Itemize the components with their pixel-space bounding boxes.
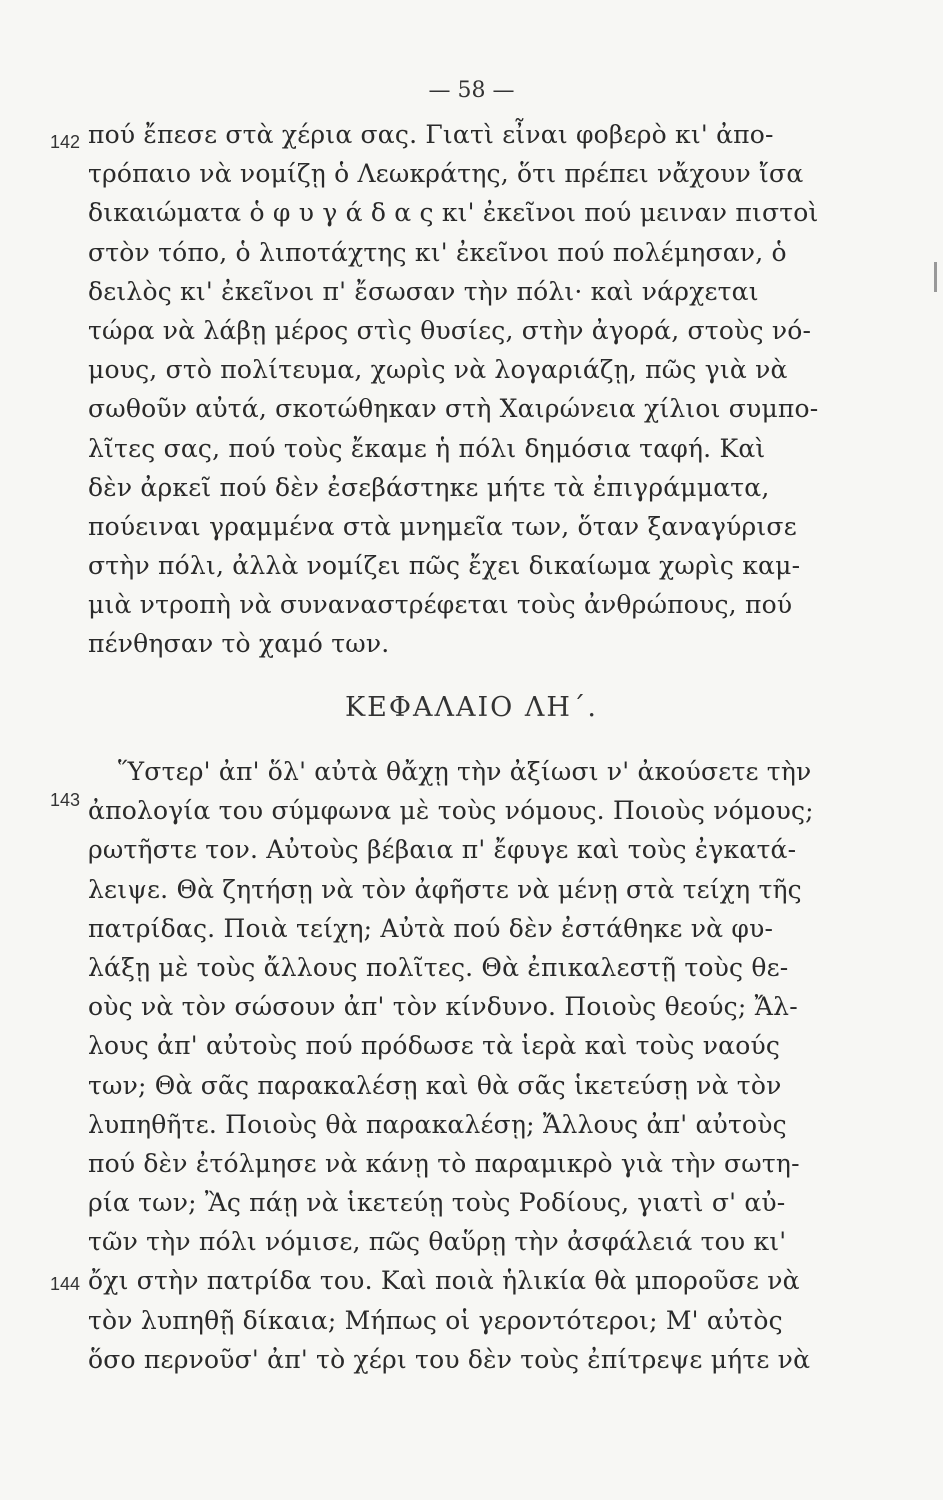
text-line: των; Θὰ σᾶς παρακαλέσῃ καὶ θὰ σᾶς ἱκετεύσῃ νὰ τὸν xyxy=(88,1070,782,1100)
text-line: λυπηθῆτε. Ποιοὺς θὰ παρακαλέσῃ; Ἄλλους ἀπ' αὐτοὺς xyxy=(88,1109,787,1139)
text-line: σωθοῦν αὐτά, σκοτώθηκαν στὴ Χαιρώνεια χίλιοι συμπο- xyxy=(88,394,819,424)
text-line: πούειναι γραμμένα στὰ μνημεῖα των, ὅταν ξαναγύρισε xyxy=(88,511,797,541)
text-line: οὺς νὰ τὸν σώσουν ἀπ' τὸν κίνδυνο. Ποιοὺς θεούς; Ἄλ- xyxy=(88,992,798,1022)
margin-section-number: 143 xyxy=(50,790,81,810)
section-143-text xyxy=(88,752,828,1379)
margin-section-number: 144 xyxy=(50,1274,81,1294)
text-line: τώρα νὰ λάβῃ μέρος στὶς θυσίες, στὴν ἀγορά, στοὺς νό- xyxy=(88,315,812,345)
text-line: λάξῃ μὲ τοὺς ἄλλους πολῖτες. Θὰ ἐπικαλεστῇ τοὺς θε- xyxy=(88,952,789,982)
text-line: λους ἀπ' αὐτοὺς πού πρόδωσε τὰ ἱερὰ καὶ τοὺς ναούς xyxy=(88,1031,781,1061)
text-line: πού ἔπεσε στὰ χέρια σας. Γιατὶ εἶναι φοβερὸ κι' ἀπο- xyxy=(88,120,774,149)
text-line: στὸν τόπο, ὁ λιποτάχτης κι' ἐκεῖνοι πού πολέμησαν, ὁ xyxy=(88,237,787,267)
text-line: πατρίδας. Ποιὰ τείχη; Αὐτὰ πού δὲν ἐστάθηκε νὰ φυ- xyxy=(88,913,774,943)
text-line: ὅσο περνοῦσ' ἀπ' τὸ χέρι του δὲν τοὺς ἐπίτρεψε μήτε νὰ xyxy=(88,1344,811,1374)
text-line: ὄχι στὴν πατρίδα του. Καὶ ποιὰ ἡλικία θὰ μποροῦσε νὰ xyxy=(88,1266,800,1296)
text-line: τῶν τὴν πόλι νόμισε, πῶς θαὕρῃ τὴν ἀσφάλειά του κι' xyxy=(88,1227,787,1257)
text-line: Ὕστερ' ἀπ' ὅλ' αὐτὰ θἄχῃ τὴν ἀξίωσι ν' ἀκούσετε τὴν xyxy=(118,757,812,786)
text-line: δὲν ἀρκεῖ πού δὲν ἐσεβάστηκε μήτε τὰ ἐπιγράμματα, xyxy=(88,472,770,502)
text-line: ρωτῆστε τον. Αὐτοὺς βέβαια π' ἔφυγε καὶ τοὺς ἐγκατά- xyxy=(88,835,797,865)
text-line: λῖτες σας, πού τοὺς ἔκαμε ἡ πόλι δημόσια ταφή. Καὶ xyxy=(88,433,766,463)
text-line: μους, στὸ πολίτευμα, χωρὶς νὰ λογαριάζῃ, πῶς γιὰ νὰ xyxy=(88,355,788,385)
page-number: — 58 — xyxy=(428,78,515,103)
text-line: μιὰ ντροπὴ νὰ συναναστρέφεται τοὺς ἀνθρώπους, πού xyxy=(88,590,793,620)
text-line: τὸν λυπηθῇ δίκαια; Μήπως οἱ γεροντότεροι; Μ' αὐτὸς xyxy=(88,1305,783,1335)
text-line: ρία των; Ἂς πάῃ νὰ ἱκετεύῃ τοὺς Ροδίους, γιατὶ σ' αὐ- xyxy=(88,1188,786,1218)
text-line: δικαιώματα ὁ φ υ γ ά δ α ς κι' ἐκεῖνοι πού μειναν πιστοὶ xyxy=(88,198,819,228)
text-line: πού δὲν ἐτόλμησε νὰ κάνῃ τὸ παραμικρὸ γιὰ τὴν σωτη- xyxy=(88,1148,800,1178)
text-line: στὴν πόλι, ἀλλὰ νομίζει πῶς ἔχει δικαίωμα χωρὶς καμ- xyxy=(88,551,801,581)
chapter-title: ΚΕΦΑΛΑΙΟ ΛΗ΄. xyxy=(344,692,599,723)
section-142-text xyxy=(88,115,828,664)
text-line: ἀπολογία του σύμφωνα μὲ τοὺς νόμους. Ποιοὺς νόμους; xyxy=(88,796,814,826)
page-edge-mark xyxy=(934,262,937,292)
text-line: τρόπαιο νὰ νομίζῃ ὁ Λεωκράτης, ὅτι πρέπει νἄχουν ἴσα xyxy=(88,159,804,189)
text-line: δειλὸς κι' ἐκεῖνοι π' ἔσωσαν τὴν πόλι· καὶ νάρχεται xyxy=(88,276,759,306)
text-line: πένθησαν τὸ χαμό των. xyxy=(88,629,390,659)
margin-section-number: 142 xyxy=(50,132,81,152)
text-line: λειψε. Θὰ ζητήσῃ νὰ τὸν ἀφῆστε νὰ μένῃ στὰ τείχη τῆς xyxy=(88,874,802,904)
